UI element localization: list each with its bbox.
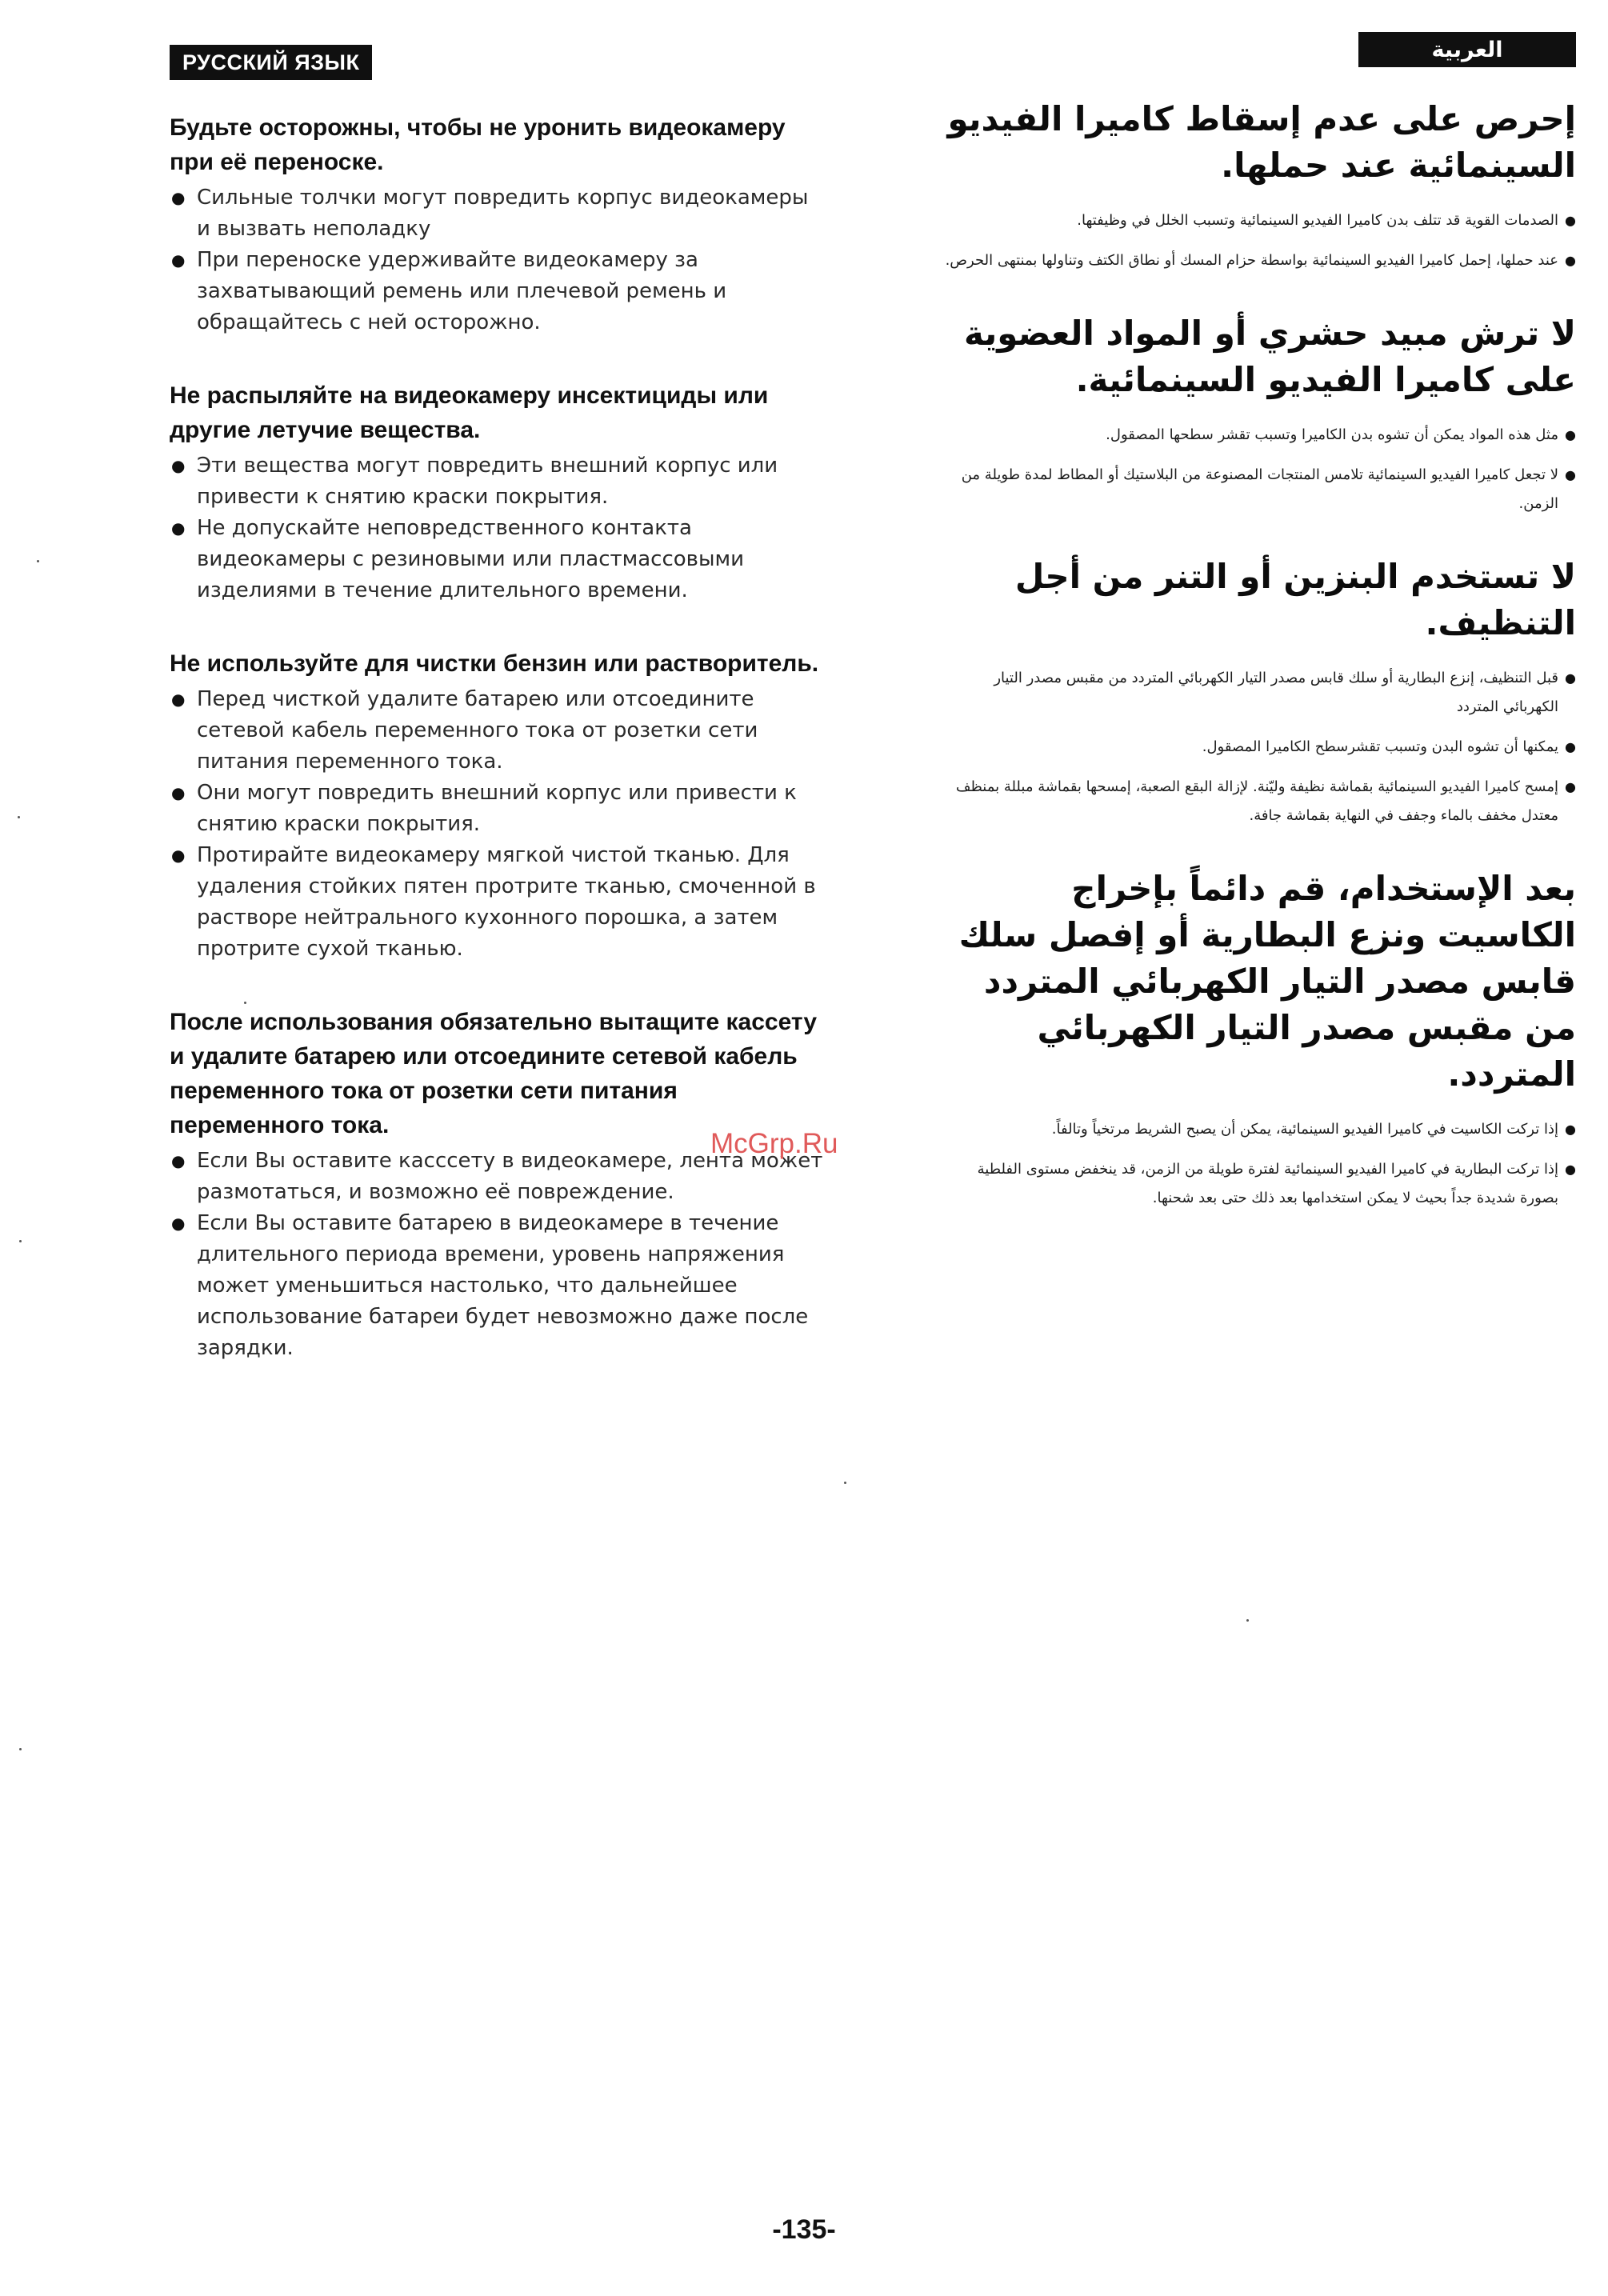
ar-heading-carry: إحرص على عدم إسقاط كاميرا الفيديو السينمائية عند حملها. — [947, 99, 1576, 185]
list-item: ● Если Вы оставите батарею в видеокамере в течение длительного периода времени, уровень напряжения может уменьшиться настолько, что дальнейшее использование батареи будет невозможно даже после зарядки. — [170, 1208, 826, 1364]
ar-bullet-list — [944, 1115, 1576, 1213]
bullet-icon: ● — [171, 518, 186, 538]
list-item: ● Не допускайте неповредственного контакта видеокамеры с резиновыми или пластмассовыми изделиями в течение длительного времени. — [170, 513, 826, 606]
list-item: ● قبل التنظيف، إنزع البطارية أو سلك قابس مصدر التيار الكهربائي المتردد من مقبس مصدر التيار الكهربائي المتردد — [944, 664, 1576, 722]
bullet-icon: ● — [171, 846, 186, 865]
ru-bullet-list — [170, 182, 826, 338]
page-number: -135- — [772, 2214, 836, 2245]
bullet-icon: ● — [1565, 213, 1576, 228]
ar-bullet-list — [944, 421, 1576, 518]
list-item: ● Эти вещества могут повредить внешний корпус или привести к снятию краски покрытия. — [170, 450, 826, 513]
russian-language-label: РУССКИЙ ЯЗЫК — [170, 45, 372, 80]
ru-heading-cleaning: Не используйте для чистки бензин или растворитель. — [170, 650, 819, 677]
bullet-icon: ● — [1565, 1162, 1576, 1177]
scan-speck — [18, 816, 20, 818]
bullet-icon: ● — [171, 456, 186, 475]
scan-speck — [244, 1002, 246, 1004]
arabic-column — [944, 32, 1576, 1248]
bullet-icon: ● — [1565, 253, 1576, 268]
ru-bullet-list — [170, 450, 826, 606]
scan-speck — [19, 1240, 22, 1242]
list-item: ● Протирайте видеокамеру мягкой чистой тканью. Для удаления стойких пятен протрите тканью, смоченной в растворе нейтрального кухонного порошка, а затем протрите сухой тканью. — [170, 840, 826, 965]
list-item: ● При переноске удерживайте видеокамеру за захватывающий ремень или плечевой ремень и обращайтесь с ней осторожно. — [170, 245, 826, 338]
list-item: ● إمسح كاميرا الفيديو السينمائية بقماشة نظيفة وليّنة. لإزالة البقع الصعبة، إمسحها بقماشة مبللة بمنظف معتدل مخفف بالماء وجفف في النهاية بقماشة جافة. — [944, 773, 1576, 830]
ru-section-insecticide — [170, 378, 826, 606]
bullet-icon: ● — [171, 783, 186, 802]
bullet-icon: ● — [1565, 467, 1576, 482]
ru-section-after-use — [170, 1005, 826, 1364]
ar-section-after-use — [944, 866, 1576, 1213]
list-item: ● Перед чисткой удалите батарею или отсоедините сетевой кабель переменного тока от розетки сети питания переменного тока. — [170, 684, 826, 778]
list-item: ● Если Вы оставите касссету в видеокамере, лента может размотаться, и возможно её повреждение. — [170, 1146, 826, 1208]
ar-bullet-list — [944, 206, 1576, 275]
ru-heading-insecticide: Не распыляйте на видеокамеру инсектициды или другие летучие вещества. — [170, 382, 769, 443]
bullet-icon: ● — [171, 1214, 186, 1233]
bullet-icon: ● — [171, 1151, 186, 1170]
list-item: ● إذا تركت الكاسيت في كاميرا الفيديو السينمائية، يمكن أن يصبح الشريط مرتخياً وتالفاً. — [944, 1115, 1576, 1144]
ru-heading-after-use: После использования обязательно вытащите кассету и удалите батарею или отсоедините сетевой кабель переменного тока от розетки сети питания переменного тока. — [170, 1009, 818, 1138]
ru-bullet-list — [170, 684, 826, 965]
list-item: ● عند حملها، إحمل كاميرا الفيديو السينمائية بواسطة حزام المسك أو نطاق الكتف وتناولها بمنتهى الحرص. — [944, 246, 1576, 275]
scan-speck — [844, 1482, 846, 1484]
list-item: ● يمكنها أن تشوه البدن وتسبب تقشرسطح الكاميرا المصقول. — [944, 733, 1576, 762]
ru-heading-carry: Будьте осторожны, чтобы не уронить видеокамеру при её переноске. — [170, 114, 786, 175]
ar-section-insecticide — [944, 310, 1576, 518]
watermark: McGrp.Ru — [710, 1128, 838, 1159]
scan-speck — [37, 560, 39, 562]
ar-bullet-list — [944, 664, 1576, 830]
ar-section-cleaning — [944, 554, 1576, 830]
bullet-icon: ● — [1565, 1122, 1576, 1137]
bullet-icon: ● — [171, 690, 186, 709]
bullet-icon: ● — [1565, 739, 1576, 754]
ar-heading-insecticide: لا ترش مبيد حشري أو المواد العضوية على كاميرا الفيديو السينمائية. — [964, 314, 1576, 399]
list-item: ● مثل هذه المواد يمكن أن تشوه بدن الكاميرا وتسبب تقشر سطحها المصقول. — [944, 421, 1576, 450]
arabic-language-label: العربية — [1358, 32, 1576, 67]
ru-bullet-list — [170, 1146, 826, 1364]
list-item: ● Они могут повредить внешний корпус или привести к снятию краски покрытия. — [170, 778, 826, 840]
scan-speck — [1246, 1619, 1249, 1622]
list-item: ● لا تجعل كاميرا الفيديو السينمائية تلامس المنتجات المصنوعة من البلاستيك أو المطاط لمدة طويلة من الزمن. — [944, 461, 1576, 518]
list-item: ● الصدمات القوية قد تتلف بدن كاميرا الفيديو السينمائية وتسبب الخلل في وظيفتها. — [944, 206, 1576, 235]
list-item: ● Сильные толчки могут повредить корпус видеокамеры и вызвать неполадку — [170, 182, 826, 245]
bullet-icon: ● — [1565, 670, 1576, 686]
bullet-icon: ● — [1565, 427, 1576, 442]
ru-section-carry — [170, 110, 826, 338]
ar-heading-after-use: بعد الإستخدام، قم دائماً بإخراج الكاسيت ونزع البطارية أو إفصل سلك قابس مصدر التيار الكهربائي المتردد من مقبس مصدر التيار الكهربائي المتردد. — [958, 869, 1576, 1094]
ar-section-carry — [944, 96, 1576, 275]
ru-section-cleaning — [170, 646, 826, 965]
bullet-icon: ● — [171, 188, 186, 207]
bullet-icon: ● — [1565, 779, 1576, 794]
ar-heading-cleaning: لا تستخدم البنزين أو التنر من أجل التنظيف. — [1014, 557, 1576, 642]
russian-column — [170, 45, 826, 1404]
list-item: ● إذا تركت البطارية في كاميرا الفيديو السينمائية لفترة طويلة من الزمن، قد ينخفض مستوى الفلطية بصورة شديدة جداً بحيث لا يمكن استخدامها بعد ذلك حتى بعد شحنها. — [944, 1155, 1576, 1213]
scan-speck — [19, 1748, 22, 1750]
bullet-icon: ● — [171, 250, 186, 270]
